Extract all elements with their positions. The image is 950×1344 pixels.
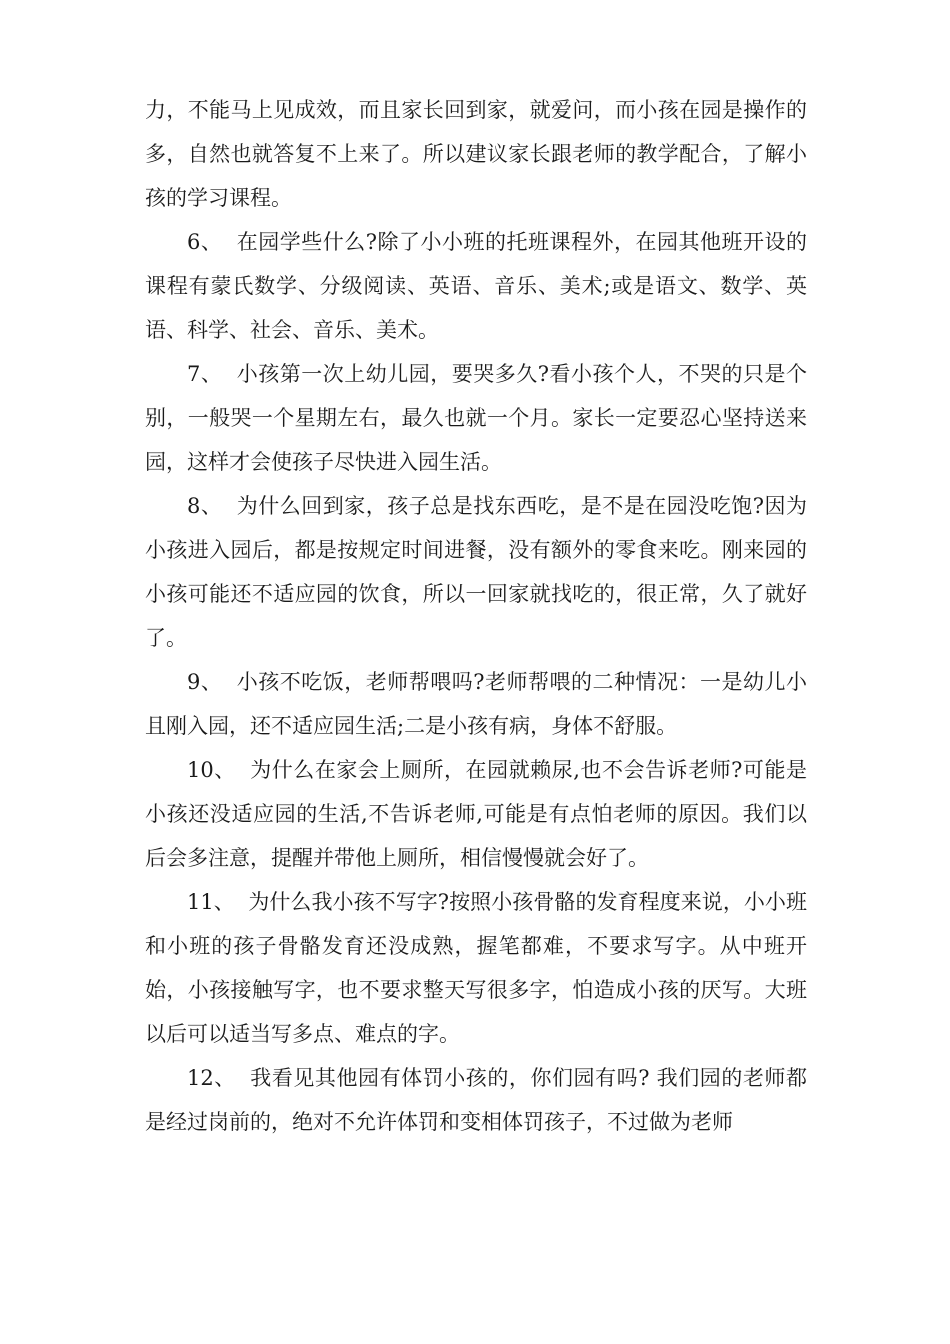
paragraph-number: 10、 [187,758,236,782]
paragraph-item-11 [145,880,807,1056]
paragraph-text: 为什么回到家，孩子总是找东西吃，是不是在园没吃饱?因为小孩进入园后，都是按规定时间进餐，没有额外的零食来吃。刚来园的小孩可能还不适应园的饮食，所以一回家就找吃的，很正常，久了就好了。 [145,494,807,650]
paragraph-text: 我看见其他园有体罚小孩的，你们园有吗? 我们园的老师都是经过岗前的，绝对不允许体罚和变相体罚孩子，不过做为老师 [145,1066,807,1134]
paragraph-number: 9、 [187,670,223,694]
paragraph-text: 在园学些什么?除了小小班的托班课程外，在园其他班开设的课程有蒙氏数学、分级阅读、英语、音乐、美术;或是语文、数学、英语、科学、社会、音乐、美术。 [145,230,807,342]
paragraph-text: 为什么我小孩不写字?按照小孩骨骼的发育程度来说，小小班和小班的孩子骨骼发育还没成熟，握笔都难，不要求写字。从中班开始，小孩接触写字，也不要求整天写很多字，怕造成小孩的厌写。大班以后可以适当写多点、难点的字。 [145,890,807,1046]
paragraph-continuation [145,88,807,220]
paragraph-number: 6、 [187,230,223,254]
paragraph-item-6 [145,220,807,352]
paragraph-text: 为什么在家会上厕所，在园就赖尿,也不会告诉老师?可能是小孩还没适应园的生活,不告诉老师,可能是有点怕老师的原因。我们以后会多注意，提醒并带他上厕所，相信慢慢就会好了。 [145,758,807,870]
paragraph-number: 12、 [187,1066,236,1090]
paragraph-item-10 [145,748,807,880]
paragraph-number: 11、 [187,890,235,914]
paragraph-item-7 [145,352,807,484]
paragraph-number: 7、 [187,362,223,386]
paragraph-text: 力，不能马上见成效，而且家长回到家，就爱问，而小孩在园是操作的多，自然也就答复不上来了。所以建议家长跟老师的教学配合，了解小孩的学习课程。 [145,98,807,210]
document-body [145,88,807,1144]
paragraph-number: 8、 [187,494,223,518]
paragraph-item-8 [145,484,807,660]
paragraph-item-9 [145,660,807,748]
paragraph-text: 小孩第一次上幼儿园，要哭多久?看小孩个人，不哭的只是个别，一般哭一个星期左右，最久也就一个月。家长一定要忍心坚持送来园，这样才会使孩子尽快进入园生活。 [145,362,807,474]
paragraph-item-12 [145,1056,807,1144]
paragraph-text: 小孩不吃饭，老师帮喂吗?老师帮喂的二种情况：一是幼儿小且刚入园，还不适应园生活;二是小孩有病，身体不舒服。 [145,670,807,738]
